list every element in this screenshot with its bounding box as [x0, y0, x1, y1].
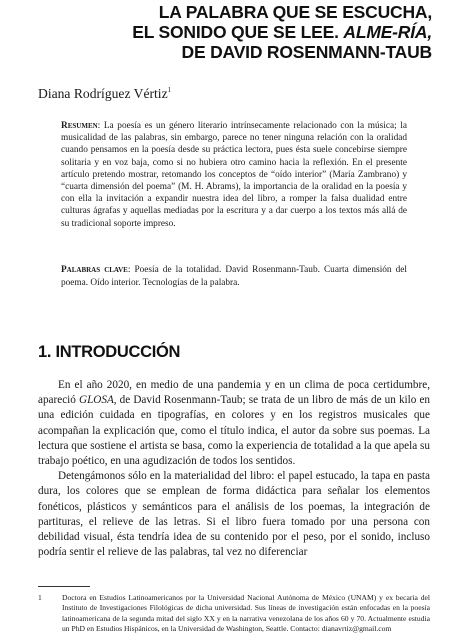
author-name: Diana Rodríguez Vértiz: [38, 86, 168, 101]
abstract-paragraph: [61, 120, 407, 230]
section-heading: 1. INTRODUCCIÓN: [38, 343, 181, 361]
footnote-number: 1: [38, 593, 42, 602]
keywords-text: : Poesía de la totalidad. David Rosenmann-Taub. Cuarta dimensión del poema. Oído interior. Tecnologías de la palabra.: [61, 265, 407, 288]
title-line-2-main: EL SONIDO QUE SE LEE.: [132, 22, 344, 42]
footnote-text: Doctora en Estudios Latinoamericanos por la Universidad Nacional Autónoma de México (UNAM) y ex becaria del Instituto de Investigaciones Filológicas de dicha universidad. Sus líneas de investigación están enfocadas en la poesía latinoamericana de la segunda mitad del siglo XX y en la narrativa venezolana de los años 60 y 70. Actualmente estudia un PhD en Estudios Hispánicos, en la Universidad de Washington, Seattle. Contacto: dianavrtiz@gmail.com: [62, 593, 430, 634]
abstract-text: : La poesía es un género literario intrínsecamente relacionado con la música; la musicalidad de las palabras, sin embargo, parece no tener ninguna relación con la oralidad cuando pensamos en la poesía desde su práctica lectora, pues ésta suele concebirse siempre solitaria y en voz baja, como si no hubiera otro camino hacia la reflexión. En el presente artículo pretendo mostrar, retomando los conceptos de “oído interior” (María Zambrano) y “cuarta dimensión del poema” (M. H. Abrams), la importancia de la oralidad en la poesía y con ella la invitación a expandir nuestra idea del libro, a romper la falsa dualidad entre culturas ágrafas y aquellas mediadas por la escritura y a dar cuerpo a los textos más allá de su tradicional soporte impreso.: [61, 121, 407, 229]
title-line-2-italic: ALME-RÍA,: [343, 22, 432, 42]
article-title: [132, 2, 432, 62]
abstract-label: Resumen: [61, 121, 98, 131]
body-p1-italic: GLOSA: [78, 394, 114, 407]
author-line: [38, 86, 171, 102]
keywords: [61, 264, 407, 289]
body-paragraph-1: [38, 378, 430, 469]
footnote: [38, 593, 430, 635]
body-p1-before: En el año 2020, en medio de una pandemia y en un clima de poca certidumbre, apareció: [38, 379, 430, 407]
keywords-label: Palabras clave: [61, 265, 128, 275]
title-line-1: LA PALABRA QUE SE ESCUCHA,: [158, 2, 432, 22]
body-text: [38, 378, 430, 560]
body-p1-after: , de David Rosenmann-Taub; se trata de un libro de más de un kilo en una edición cuidada en tipografías, en colores y en los registros musicales que acompañan la explicación que, como el título indica, el autor da sobre sus poemas. La lectura que sostiene el artista se basa, como la experiencia de totalidad a la que apela su trabajo poético, en una agudización de todos los sentidos.: [38, 394, 430, 468]
abstract: [61, 120, 407, 230]
body-paragraph-2: Detengámonos sólo en la materialidad del libro: el papel estucado, la tapa en pasta dura, los colores que se emplean de forma didáctica para señalar los elementos fonéticos, plásticos y semánticos para el análisis de los poemas, la integración de partituras, el relieve de las letras. Si el libro fuera tomado por una persona con debilidad visual, ésta tendría idea de su contenido por el peso, por el sonido, incluso podría sentir el relieve de las palabras, tal vez no diferenciar: [38, 470, 430, 559]
title-line-3: DE DAVID ROSENMANN-TAUB: [181, 42, 432, 62]
author-footnote-mark: 1: [167, 86, 172, 94]
title-line-2: [132, 22, 432, 42]
footnote-divider: [38, 586, 90, 587]
